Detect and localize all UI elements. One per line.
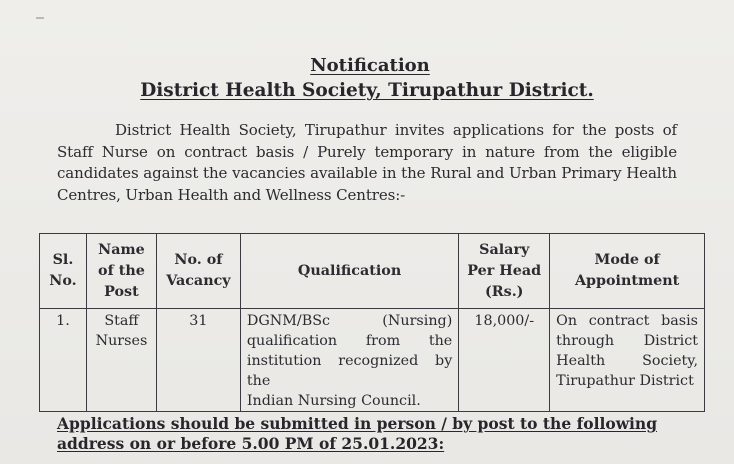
- qualification-line: DGNM/BSc (Nursing): [246, 313, 453, 329]
- table-header-row: [40, 234, 705, 309]
- submission-line-1: Applications should be submitted in person / by post to the following: [57, 414, 658, 433]
- scan-mark: [36, 17, 44, 19]
- header-qualification: Qualification: [240, 234, 458, 309]
- header-post-name: Name of the Post: [86, 234, 156, 309]
- cell-mode: [550, 309, 705, 412]
- submission-line-2: address on or before 5.00 PM of 25.01.2023:: [57, 434, 445, 453]
- cell-vacancy: 31: [156, 309, 240, 412]
- qualification-line: Indian Nursing Council.: [246, 393, 421, 409]
- cell-salary: 18,000/-: [459, 309, 550, 412]
- cell-sl-no: 1.: [40, 309, 87, 412]
- cell-qualification: [240, 309, 458, 412]
- notice-heading: Notification: [310, 55, 430, 76]
- table-row: [40, 309, 705, 412]
- mode-line: On contract basis: [556, 313, 698, 329]
- header-mode: Mode of Appointment: [550, 234, 705, 309]
- cell-post-name: Staff Nurses: [86, 309, 156, 412]
- header-salary: Salary Per Head (Rs.): [459, 234, 550, 309]
- notice-subheading: District Health Society, Tirupathur District.: [140, 80, 594, 101]
- qualification-line: qualification from the: [246, 333, 453, 349]
- mode-line: Tirupathur District: [556, 373, 694, 389]
- qualification-line: institution recognized by the: [246, 353, 453, 389]
- mode-line: through District: [556, 333, 698, 349]
- intro-paragraph: District Health Society, Tirupathur invites applications for the posts of Staff Nurse on contract basis / Purely temporary in nature from the eligible candidates against the vacancies available in the Rural and Urban Primary Health Centres, Urban Health and Wellness Centres:-: [57, 121, 677, 204]
- submission-instructions: [57, 414, 687, 454]
- vacancy-table: [39, 233, 705, 412]
- mode-line: Health Society,: [556, 353, 698, 369]
- header-vacancy: No. of Vacancy: [156, 234, 240, 309]
- header-sl-no: Sl. No.: [40, 234, 87, 309]
